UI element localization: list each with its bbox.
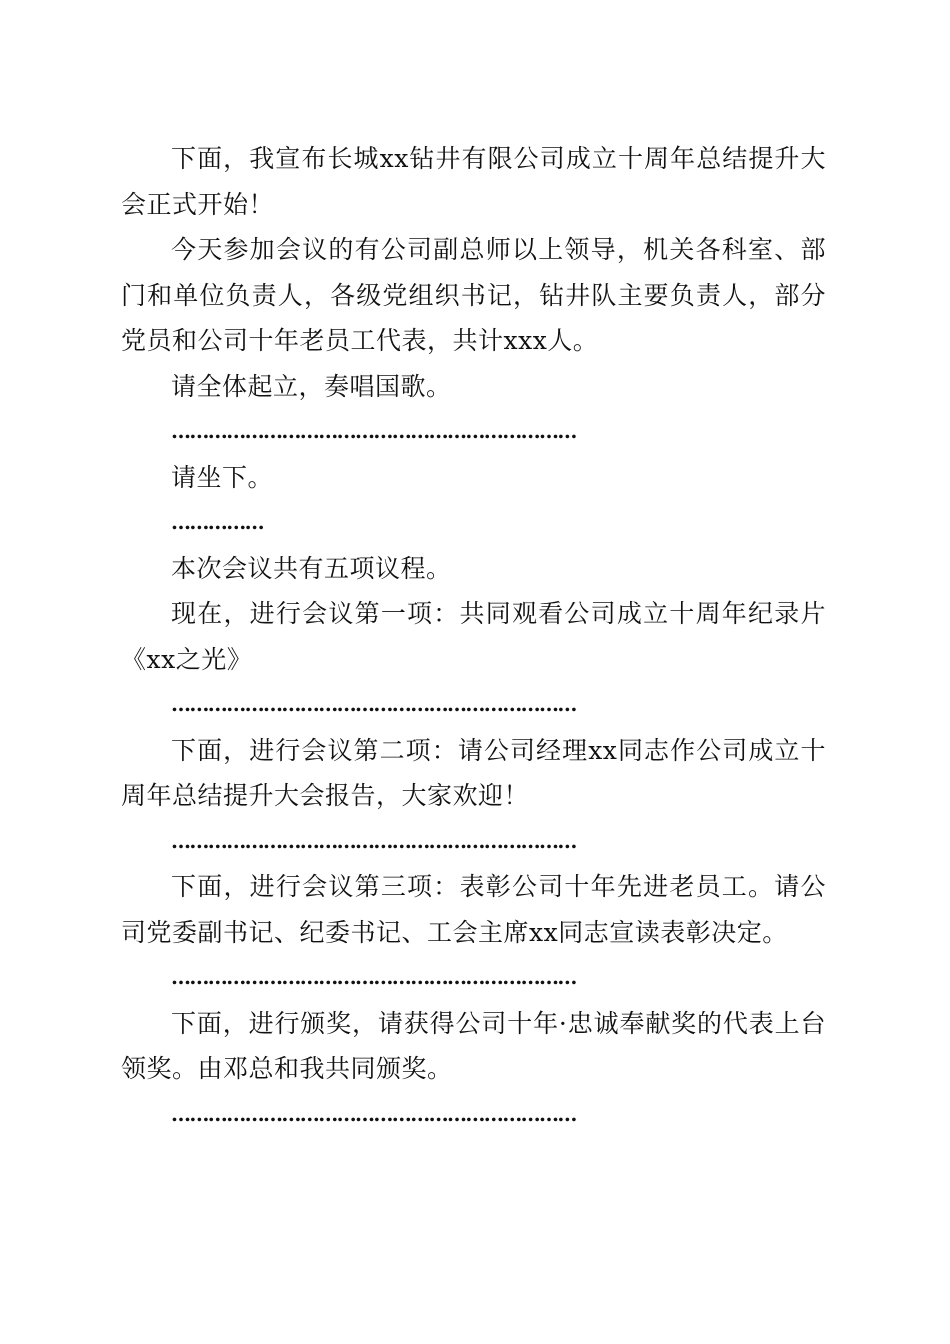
ellipsis-line: ………………………………………………………… [171,965,576,989]
ellipsis-line: ………………………………………………………… [171,419,576,443]
ellipsis-line: ………………………………………………………… [171,828,576,853]
paragraph-sit-down: 请坐下。 [171,462,274,492]
paragraph-national-anthem: 请全体起立，奏唱国歌。 [171,371,452,401]
paragraph-agenda-item-1: 现在，进行会议第一项：共同观看公司成立十周年纪录片《xx之光》 [121,599,826,674]
ellipsis-line: ………………………………………………………… [171,1101,576,1126]
paragraph-agenda-item-2: 下面，进行会议第二项：请公司经理xx同志作公司成立十周年总结提升大会报告，大家欢迎！ [121,735,826,810]
paragraph-agenda-count: 本次会议共有五项议程。 [171,553,452,583]
paragraph-agenda-item-3: 下面，进行会议第三项：表彰公司十年先进老员工。请公司党委副书记、纪委书记、工会主席xx同志宣读表彰决定。 [121,872,826,947]
paragraph-opening: 下面，我宣布长城xx钻井有限公司成立十周年总结提升大会正式开始！ [121,144,826,219]
ellipsis-line-short: …………… [171,510,264,534]
document-page [121,136,826,1137]
ellipsis-line: ………………………………………………………… [171,692,576,716]
paragraph-attendees: 今天参加会议的有公司副总师以上领导，机关各科室、部门和单位负责人，各级党组织书记，钻井队主要负责人，部分党员和公司十年老员工代表，共计xxx人。 [121,235,826,355]
paragraph-award-ceremony: 下面，进行颁奖，请获得公司十年·忠诚奉献奖的代表上台领奖。由邓总和我共同颁奖。 [121,1008,826,1083]
